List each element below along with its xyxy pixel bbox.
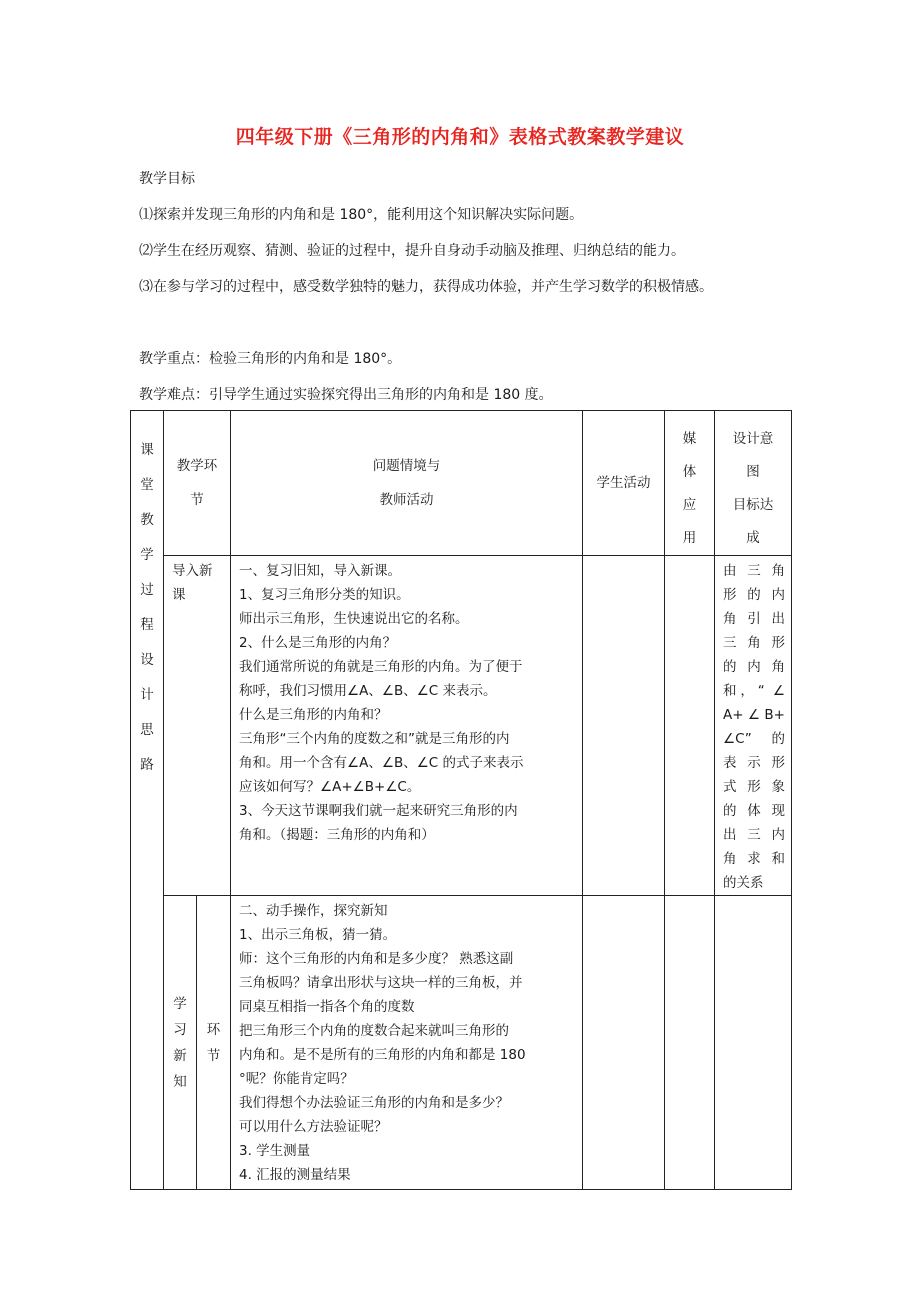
- header-media: 媒 体 应 用: [665, 411, 715, 556]
- key-point: 教学重点：检验三角形的内角和是 180°。: [139, 351, 402, 367]
- stage-cell-new-knowledge: 学 习 新 知: [164, 896, 197, 1190]
- header-row: [131, 411, 792, 556]
- header-student-activity: 学生活动: [583, 411, 665, 556]
- difficulty: 教学难点：引导学生通过实验探究得出三角形的内角和是 180 度。: [139, 387, 553, 403]
- media-cell-intro: [665, 556, 715, 896]
- table-row-new-knowledge: [131, 896, 792, 1190]
- teacher-cell-new-knowledge: 二、动手操作，探究新知 1、出示三角板，猜一猜。 师：这个三角形的内角和是多少度？ 熟悉这副 三角板吗？请拿出形状与这块一样的三角板，并 同桌互相指一指各个角的度数 把三角形三个内角的度数合起来就叫三角形的 内角和。是不是所有的三角形的内角和都是 180 °呢？你能肯定吗？ 我们得想个办法验证三角形的内角和是多少？ 可以用什么方法验证呢？ 3. 学生测量 4. 汇报的测量结果: [231, 896, 583, 1190]
- lesson-plan-table: [130, 410, 792, 1190]
- row-header-classroom-process: 课 堂 教 学 过 程 设 计 思 路: [131, 411, 164, 1190]
- media-cell-new-knowledge: [665, 896, 715, 1190]
- header-design-intent: 设计意 图 目标达 成: [715, 411, 792, 556]
- objectives-heading: 教学目标: [139, 171, 195, 187]
- design-cell-intro: 由 三 角 形 的 内 角 引 出 三 角 形 的 内 角 和，“ ∠ A+ ∠ B+ ∠C”的 表 示 形 式 形 象 的 体 现 出 三 内 角 求 和 的关系: [715, 556, 792, 896]
- design-cell-new-knowledge: [715, 896, 792, 1190]
- document-title: 四年级下册《三角形的内角和》表格式教案教学建议: [235, 126, 685, 148]
- stage-cell-intro: 导入新 课: [164, 556, 231, 896]
- objective-item-2: ⑵学生在经历观察、猜测、验证的过程中，提升自身动手动脑及推理、归纳总结的能力。: [139, 243, 685, 259]
- stage-cell-segment: 环 节: [197, 896, 231, 1190]
- objective-item-1: ⑴探索并发现三角形的内角和是 180°，能利用这个知识解决实际问题。: [139, 207, 584, 223]
- objective-item-3: ⑶在参与学习的过程中，感受数学独特的魅力，获得成功体验，并产生学习数学的积极情感。: [139, 279, 713, 295]
- teacher-cell-intro: 一、复习旧知，导入新课。 1、复习三角形分类的知识。 师出示三角形，生快速说出它的名称。 2、什么是三角形的内角？ 我们通常所说的角就是三角形的内角。为了便于 称呼，我们习惯用∠A、∠B、∠C 来表示。 什么是三角形的内角和？ 三角形“三个内角的度数之和”就是三角形的内 角和。用一个含有∠A、∠B、∠C 的式子来表示 应该如何写？∠A+∠B+∠C。 3、今天这节课啊我们就一起来研究三角形的内 角和。（揭题：三角形的内角和）: [231, 556, 583, 896]
- table-row-intro: [131, 556, 792, 896]
- header-teacher-activity: 问题情境与 教师活动: [231, 411, 583, 556]
- header-stage: 教学环 节: [164, 411, 231, 556]
- student-cell-intro: [583, 556, 665, 896]
- student-cell-new-knowledge: [583, 896, 665, 1190]
